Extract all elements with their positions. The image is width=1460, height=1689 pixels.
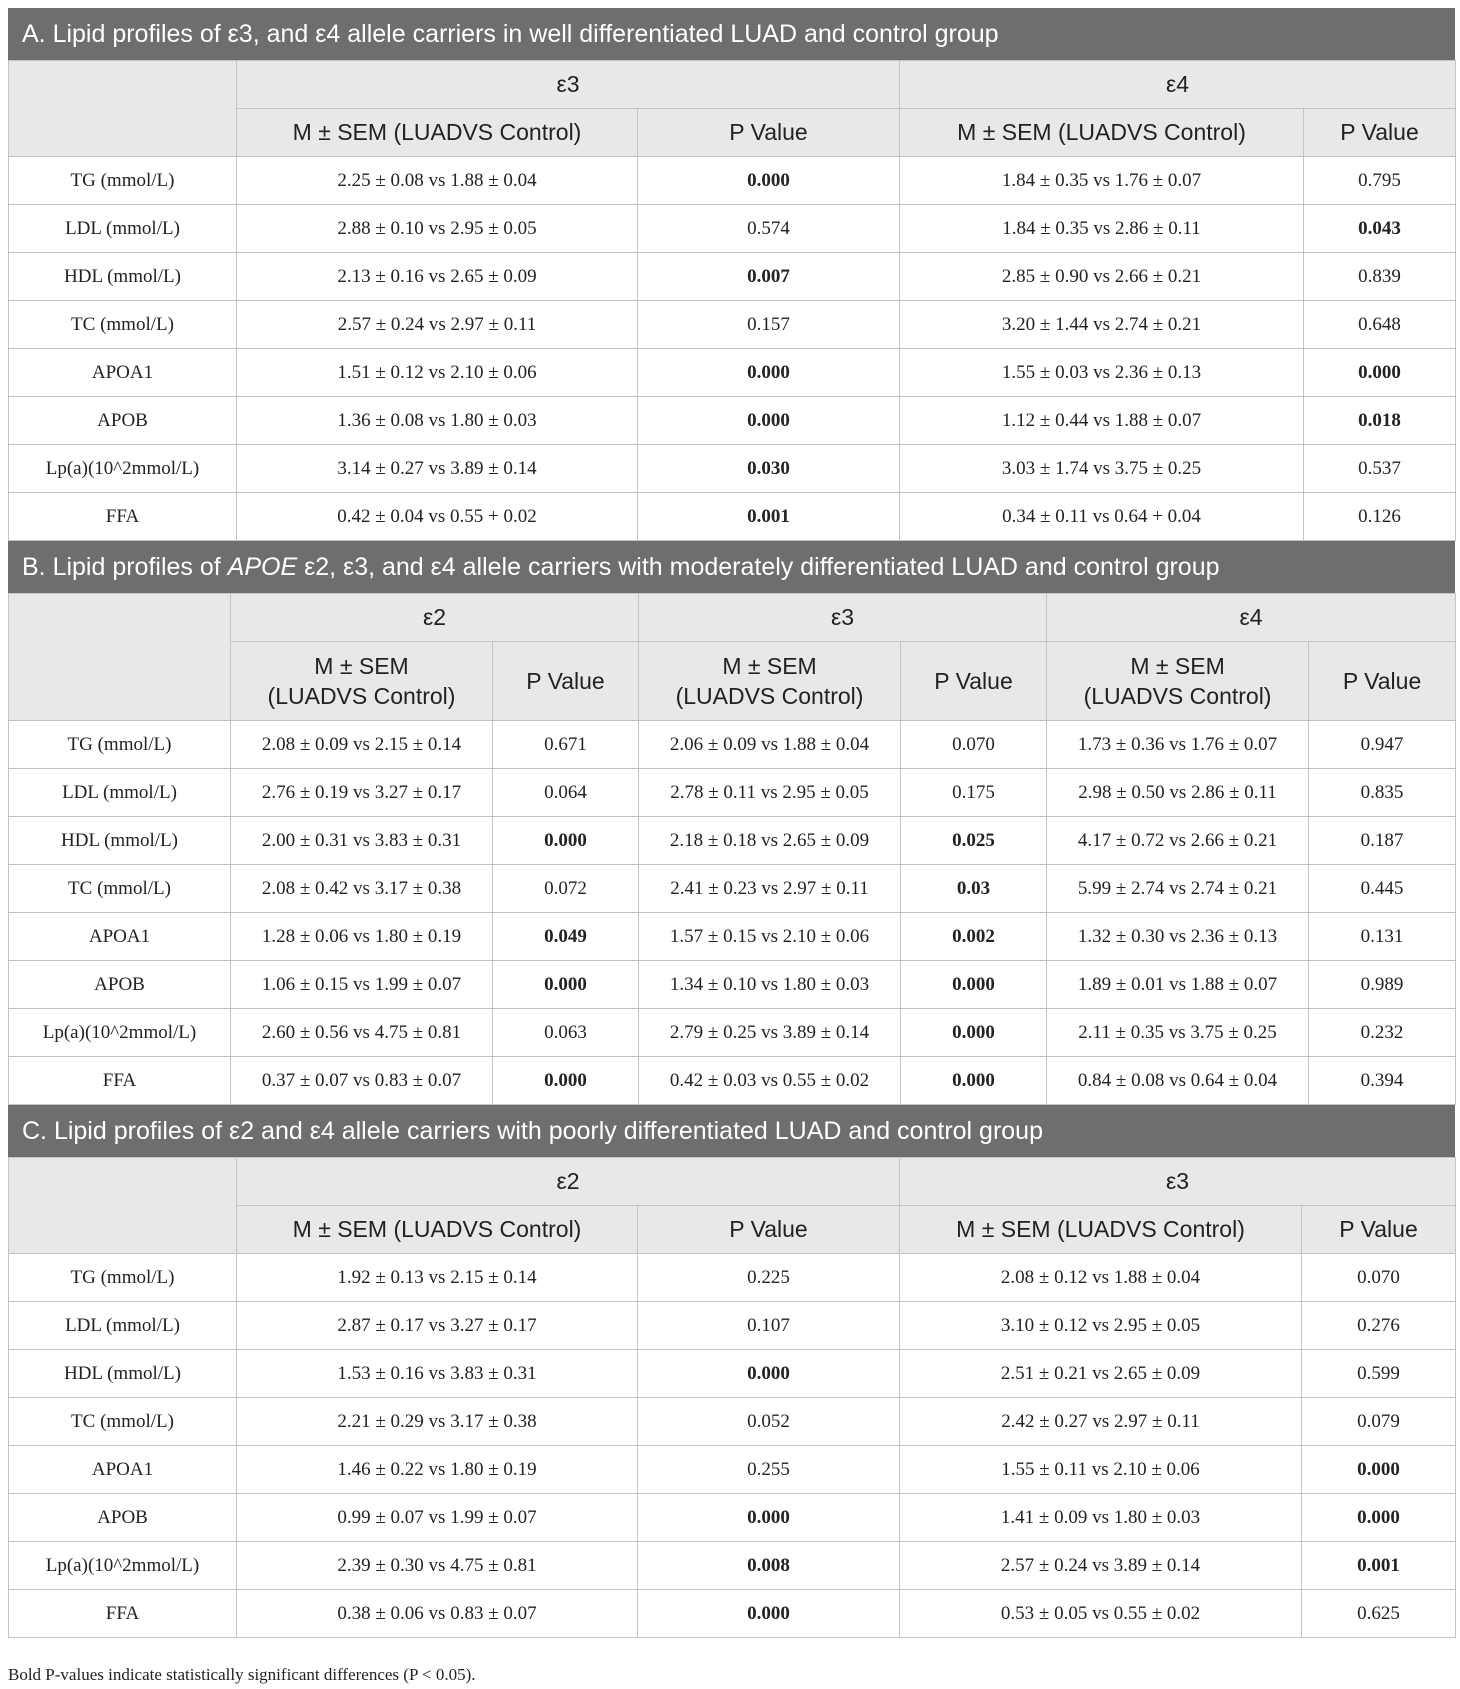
significant-p-value: 0.03 (956, 877, 991, 899)
p-value: 0.795 (1358, 169, 1401, 191)
msem-cell: 0.42 ± 0.04 vs 0.55 + 0.02 (237, 493, 638, 541)
table-b-msem-header: M ± SEM (LUADVS Control) (1047, 642, 1309, 721)
msem-cell: 1.36 ± 0.08 vs 1.80 ± 0.03 (237, 397, 638, 445)
significant-p-value: 0.000 (544, 973, 587, 995)
significant-p-value: 0.000 (747, 361, 790, 383)
significant-p-value: 0.001 (1357, 1554, 1400, 1576)
row-label: LDL (mmol/L) (9, 1302, 237, 1350)
p-value-cell (493, 769, 639, 817)
table-row (9, 1009, 1456, 1057)
table-b-msem-header: M ± SEM (LUADVS Control) (639, 642, 901, 721)
footnote: Bold P-values indicate statistically significant differences (P < 0.05). (8, 1665, 476, 1684)
p-value-cell (638, 1254, 900, 1302)
msem-cell: 2.39 ± 0.30 vs 4.75 ± 0.81 (237, 1542, 638, 1590)
p-value: 0.232 (1360, 1021, 1404, 1043)
table-c-group-header: ε2 (237, 1158, 900, 1206)
row-label: Lp(a)(10^2mmol/L) (9, 1542, 237, 1590)
table-row (9, 721, 1456, 769)
table-b-group-header: ε3 (639, 594, 1047, 642)
msem-cell: 1.51 ± 0.12 vs 2.10 ± 0.06 (237, 349, 638, 397)
row-label: LDL (mmol/L) (9, 205, 237, 253)
table-c-p-header: P Value (638, 1206, 900, 1254)
row-label: HDL (mmol/L) (9, 253, 237, 301)
p-value-cell (901, 961, 1047, 1009)
p-value-cell (1304, 205, 1456, 253)
p-value: 0.574 (747, 217, 790, 239)
p-value: 0.394 (1360, 1069, 1404, 1091)
msem-cell: 1.73 ± 0.36 vs 1.76 ± 0.07 (1047, 721, 1309, 769)
p-value: 0.255 (747, 1458, 790, 1480)
msem-cell: 2.51 ± 0.21 vs 2.65 ± 0.09 (900, 1350, 1302, 1398)
row-label: Lp(a)(10^2mmol/L) (9, 445, 237, 493)
significant-p-value: 0.000 (1357, 1458, 1400, 1480)
msem-cell: 2.06 ± 0.09 vs 1.88 ± 0.04 (639, 721, 901, 769)
table-row (9, 1302, 1456, 1350)
row-label: LDL (mmol/L) (9, 769, 231, 817)
msem-cell: 2.57 ± 0.24 vs 2.97 ± 0.11 (237, 301, 638, 349)
p-value-cell (901, 1057, 1047, 1105)
row-label: HDL (mmol/L) (9, 1350, 237, 1398)
p-value-cell (638, 1350, 900, 1398)
significant-p-value: 0.000 (1358, 361, 1401, 383)
p-value-cell (901, 817, 1047, 865)
msem-cell: 1.41 ± 0.09 vs 1.80 ± 0.03 (900, 1494, 1302, 1542)
significant-p-value: 0.000 (952, 1021, 995, 1043)
p-value-cell (638, 445, 900, 493)
msem-cell: 2.79 ± 0.25 vs 3.89 ± 0.14 (639, 1009, 901, 1057)
p-value-cell (638, 1542, 900, 1590)
msem-cell: 0.42 ± 0.03 vs 0.55 ± 0.02 (639, 1057, 901, 1105)
p-value: 0.107 (747, 1314, 790, 1336)
table-b-p-header: P Value (1309, 642, 1456, 721)
table-b-title-gene: APOE (227, 553, 298, 581)
table-row (9, 913, 1456, 961)
table-b-msem-header: M ± SEM (LUADVS Control) (231, 642, 493, 721)
table-row (9, 349, 1456, 397)
p-value-cell (1304, 397, 1456, 445)
row-label: TC (mmol/L) (9, 865, 231, 913)
p-value: 0.989 (1360, 973, 1404, 995)
msem-cell: 2.21 ± 0.29 vs 3.17 ± 0.38 (237, 1398, 638, 1446)
msem-cell: 2.78 ± 0.11 vs 2.95 ± 0.05 (639, 769, 901, 817)
msem-cell: 4.17 ± 0.72 vs 2.66 ± 0.21 (1047, 817, 1309, 865)
p-value-cell (1304, 253, 1456, 301)
p-value-cell (901, 865, 1047, 913)
table-row (9, 493, 1456, 541)
row-label: APOB (9, 397, 237, 445)
tables-wrapper (8, 8, 1455, 1638)
msem-cell: 2.85 ± 0.90 vs 2.66 ± 0.21 (900, 253, 1304, 301)
p-value-cell (1309, 865, 1456, 913)
p-value-cell (493, 1057, 639, 1105)
p-value-cell (1304, 157, 1456, 205)
msem-cell: 3.03 ± 1.74 vs 3.75 ± 0.25 (900, 445, 1304, 493)
significant-p-value: 0.002 (952, 925, 995, 947)
p-value: 0.648 (1358, 313, 1401, 335)
p-value-cell (493, 817, 639, 865)
p-value-cell (901, 769, 1047, 817)
table-row (9, 1350, 1456, 1398)
table-b-p-header: P Value (493, 642, 639, 721)
msem-cell: 2.76 ± 0.19 vs 3.27 ± 0.17 (231, 769, 493, 817)
row-label: APOA1 (9, 1446, 237, 1494)
table-row (9, 1494, 1456, 1542)
msem-cell: 1.89 ± 0.01 vs 1.88 ± 0.07 (1047, 961, 1309, 1009)
table-c-p-header: P Value (1302, 1206, 1456, 1254)
table-row (9, 961, 1456, 1009)
p-value-cell (638, 493, 900, 541)
msem-cell: 2.11 ± 0.35 vs 3.75 ± 0.25 (1047, 1009, 1309, 1057)
significant-p-value: 0.000 (747, 169, 790, 191)
table-a (8, 60, 1456, 541)
p-value-cell (638, 1302, 900, 1350)
p-value: 0.079 (1357, 1410, 1400, 1432)
table-a-group-header: ε4 (900, 61, 1456, 109)
p-value-cell (1304, 493, 1456, 541)
table-a-p-header: P Value (638, 109, 900, 157)
msem-cell: 2.42 ± 0.27 vs 2.97 ± 0.11 (900, 1398, 1302, 1446)
table-b-corner (9, 594, 231, 721)
p-value: 0.947 (1360, 733, 1404, 755)
p-value-cell (1304, 445, 1456, 493)
msem-cell: 1.53 ± 0.16 vs 3.83 ± 0.31 (237, 1350, 638, 1398)
table-row (9, 1057, 1456, 1105)
msem-cell: 3.14 ± 0.27 vs 3.89 ± 0.14 (237, 445, 638, 493)
row-label: FFA (9, 1057, 231, 1105)
table-b-group-header: ε4 (1047, 594, 1456, 642)
p-value-cell (1309, 817, 1456, 865)
table-c-title: C. Lipid profiles of ε2 and ε4 allele carriers with poorly differentiated LUAD and control group (8, 1105, 1455, 1157)
p-value-cell (638, 1446, 900, 1494)
p-value-cell (1302, 1302, 1456, 1350)
p-value: 0.126 (1358, 505, 1401, 527)
p-value-cell (1309, 1057, 1456, 1105)
table-b-title (8, 541, 1455, 593)
significant-p-value: 0.030 (747, 457, 790, 479)
table-row (9, 157, 1456, 205)
msem-cell: 1.28 ± 0.06 vs 1.80 ± 0.19 (231, 913, 493, 961)
p-value: 0.052 (747, 1410, 790, 1432)
msem-cell: 2.08 ± 0.42 vs 3.17 ± 0.38 (231, 865, 493, 913)
msem-cell: 1.12 ± 0.44 vs 1.88 ± 0.07 (900, 397, 1304, 445)
table-b-body (9, 721, 1456, 1105)
msem-cell: 5.99 ± 2.74 vs 2.74 ± 0.21 (1047, 865, 1309, 913)
p-value-cell (1304, 349, 1456, 397)
msem-cell: 1.55 ± 0.11 vs 2.10 ± 0.06 (900, 1446, 1302, 1494)
msem-cell: 1.84 ± 0.35 vs 1.76 ± 0.07 (900, 157, 1304, 205)
significant-p-value: 0.000 (747, 1506, 790, 1528)
row-label: TG (mmol/L) (9, 721, 231, 769)
p-value: 0.276 (1357, 1314, 1400, 1336)
significant-p-value: 0.000 (747, 409, 790, 431)
row-label: APOB (9, 961, 231, 1009)
msem-cell: 1.57 ± 0.15 vs 2.10 ± 0.06 (639, 913, 901, 961)
p-value: 0.070 (1357, 1266, 1400, 1288)
p-value-cell (1302, 1494, 1456, 1542)
msem-cell: 2.57 ± 0.24 vs 3.89 ± 0.14 (900, 1542, 1302, 1590)
msem-cell: 1.55 ± 0.03 vs 2.36 ± 0.13 (900, 349, 1304, 397)
msem-cell: 1.84 ± 0.35 vs 2.86 ± 0.11 (900, 205, 1304, 253)
p-value-cell (493, 913, 639, 961)
msem-cell: 2.18 ± 0.18 vs 2.65 ± 0.09 (639, 817, 901, 865)
msem-cell: 2.87 ± 0.17 vs 3.27 ± 0.17 (237, 1302, 638, 1350)
row-label: FFA (9, 1590, 237, 1638)
table-row (9, 865, 1456, 913)
table-a-msem-header: M ± SEM (LUADVS Control) (900, 109, 1304, 157)
significant-p-value: 0.000 (1357, 1506, 1400, 1528)
msem-cell: 2.13 ± 0.16 vs 2.65 ± 0.09 (237, 253, 638, 301)
msem-cell: 2.08 ± 0.12 vs 1.88 ± 0.04 (900, 1254, 1302, 1302)
table-b-p-header: P Value (901, 642, 1047, 721)
msem-cell: 1.46 ± 0.22 vs 1.80 ± 0.19 (237, 1446, 638, 1494)
p-value-cell (1302, 1398, 1456, 1446)
p-value: 0.671 (544, 733, 587, 755)
msem-cell: 0.38 ± 0.06 vs 0.83 ± 0.07 (237, 1590, 638, 1638)
msem-cell: 2.98 ± 0.50 vs 2.86 ± 0.11 (1047, 769, 1309, 817)
significant-p-value: 0.008 (747, 1554, 790, 1576)
row-label: APOA1 (9, 349, 237, 397)
p-value-cell (1309, 961, 1456, 1009)
msem-cell: 2.60 ± 0.56 vs 4.75 ± 0.81 (231, 1009, 493, 1057)
row-label: APOB (9, 1494, 237, 1542)
table-row (9, 769, 1456, 817)
msem-cell: 2.41 ± 0.23 vs 2.97 ± 0.11 (639, 865, 901, 913)
p-value: 0.072 (544, 877, 587, 899)
row-label: TC (mmol/L) (9, 1398, 237, 1446)
p-value-cell (493, 1009, 639, 1057)
table-row (9, 397, 1456, 445)
msem-cell: 2.88 ± 0.10 vs 2.95 ± 0.05 (237, 205, 638, 253)
msem-cell: 0.37 ± 0.07 vs 0.83 ± 0.07 (231, 1057, 493, 1105)
table-a-title: A. Lipid profiles of ε3, and ε4 allele carriers in well differentiated LUAD and control group (8, 8, 1455, 60)
table-a-body (9, 157, 1456, 541)
p-value-cell (638, 1590, 900, 1638)
table-row (9, 1590, 1456, 1638)
p-value: 0.445 (1360, 877, 1404, 899)
msem-cell: 2.00 ± 0.31 vs 3.83 ± 0.31 (231, 817, 493, 865)
significant-p-value: 0.001 (747, 505, 790, 527)
significant-p-value: 0.007 (747, 265, 790, 287)
p-value-cell (1309, 769, 1456, 817)
table-b-title-post: ε2, ε3, and ε4 allele carriers with moderately differentiated LUAD and control group (297, 553, 1220, 581)
msem-cell: 0.99 ± 0.07 vs 1.99 ± 0.07 (237, 1494, 638, 1542)
table-a-corner (9, 61, 237, 157)
table-c-corner (9, 1158, 237, 1254)
p-value: 0.064 (544, 781, 587, 803)
p-value: 0.063 (544, 1021, 587, 1043)
table-row (9, 205, 1456, 253)
p-value-cell (638, 349, 900, 397)
p-value-cell (638, 253, 900, 301)
p-value-cell (638, 301, 900, 349)
p-value-cell (493, 721, 639, 769)
table-c-msem-header: M ± SEM (LUADVS Control) (237, 1206, 638, 1254)
significant-p-value: 0.000 (952, 1069, 995, 1091)
msem-cell: 0.84 ± 0.08 vs 0.64 ± 0.04 (1047, 1057, 1309, 1105)
msem-cell: 2.25 ± 0.08 vs 1.88 ± 0.04 (237, 157, 638, 205)
msem-cell: 0.53 ± 0.05 vs 0.55 ± 0.02 (900, 1590, 1302, 1638)
row-label: FFA (9, 493, 237, 541)
table-c-body (9, 1254, 1456, 1638)
p-value-cell (1302, 1350, 1456, 1398)
significant-p-value: 0.000 (747, 1362, 790, 1384)
p-value-cell (638, 205, 900, 253)
significant-p-value: 0.043 (1358, 217, 1401, 239)
msem-cell: 3.20 ± 1.44 vs 2.74 ± 0.21 (900, 301, 1304, 349)
p-value: 0.537 (1358, 457, 1401, 479)
significant-p-value: 0.000 (952, 973, 995, 995)
p-value: 0.225 (747, 1266, 790, 1288)
row-label: TG (mmol/L) (9, 157, 237, 205)
significant-p-value: 0.025 (952, 829, 995, 851)
table-row (9, 1398, 1456, 1446)
table-row (9, 445, 1456, 493)
p-value-cell (638, 1398, 900, 1446)
table-row (9, 253, 1456, 301)
p-value: 0.839 (1358, 265, 1401, 287)
msem-cell: 1.06 ± 0.15 vs 1.99 ± 0.07 (231, 961, 493, 1009)
significant-p-value: 0.000 (747, 1602, 790, 1624)
table-b-group-header: ε2 (231, 594, 639, 642)
p-value-cell (1309, 913, 1456, 961)
significant-p-value: 0.049 (544, 925, 587, 947)
row-label: HDL (mmol/L) (9, 817, 231, 865)
p-value-cell (901, 1009, 1047, 1057)
p-value-cell (493, 961, 639, 1009)
table-row (9, 1446, 1456, 1494)
table-a-msem-header: M ± SEM (LUADVS Control) (237, 109, 638, 157)
p-value-cell (1302, 1446, 1456, 1494)
p-value: 0.175 (952, 781, 995, 803)
table-row (9, 1254, 1456, 1302)
p-value: 0.157 (747, 313, 790, 335)
table-b-title-pre: B. Lipid profiles of (22, 553, 228, 581)
p-value-cell (1302, 1542, 1456, 1590)
p-value: 0.625 (1357, 1602, 1400, 1624)
row-label: TG (mmol/L) (9, 1254, 237, 1302)
table-row (9, 301, 1456, 349)
msem-cell: 0.34 ± 0.11 vs 0.64 + 0.04 (900, 493, 1304, 541)
p-value-cell (638, 1494, 900, 1542)
table-a-group-header: ε3 (237, 61, 900, 109)
p-value-cell (1302, 1254, 1456, 1302)
p-value: 0.187 (1360, 829, 1404, 851)
msem-cell: 2.08 ± 0.09 vs 2.15 ± 0.14 (231, 721, 493, 769)
msem-cell: 1.32 ± 0.30 vs 2.36 ± 0.13 (1047, 913, 1309, 961)
p-value-cell (638, 157, 900, 205)
p-value-cell (1309, 1009, 1456, 1057)
row-label: TC (mmol/L) (9, 301, 237, 349)
msem-cell: 1.92 ± 0.13 vs 2.15 ± 0.14 (237, 1254, 638, 1302)
table-a-p-header: P Value (1304, 109, 1456, 157)
msem-cell: 1.34 ± 0.10 vs 1.80 ± 0.03 (639, 961, 901, 1009)
p-value-cell (1302, 1590, 1456, 1638)
p-value-cell (1309, 721, 1456, 769)
p-value-cell (493, 865, 639, 913)
p-value-cell (638, 397, 900, 445)
row-label: Lp(a)(10^2mmol/L) (9, 1009, 231, 1057)
table-row (9, 817, 1456, 865)
table-b (8, 593, 1456, 1105)
p-value: 0.599 (1357, 1362, 1400, 1384)
significant-p-value: 0.000 (544, 829, 587, 851)
row-label: APOA1 (9, 913, 231, 961)
table-row (9, 1542, 1456, 1590)
significant-p-value: 0.000 (544, 1069, 587, 1091)
p-value: 0.131 (1360, 925, 1404, 947)
table-c-group-header: ε3 (900, 1158, 1456, 1206)
p-value-cell (901, 721, 1047, 769)
table-c (8, 1157, 1456, 1638)
p-value: 0.070 (952, 733, 995, 755)
significant-p-value: 0.018 (1358, 409, 1401, 431)
p-value-cell (901, 913, 1047, 961)
p-value-cell (1304, 301, 1456, 349)
msem-cell: 3.10 ± 0.12 vs 2.95 ± 0.05 (900, 1302, 1302, 1350)
table-c-msem-header: M ± SEM (LUADVS Control) (900, 1206, 1302, 1254)
p-value: 0.835 (1360, 781, 1404, 803)
